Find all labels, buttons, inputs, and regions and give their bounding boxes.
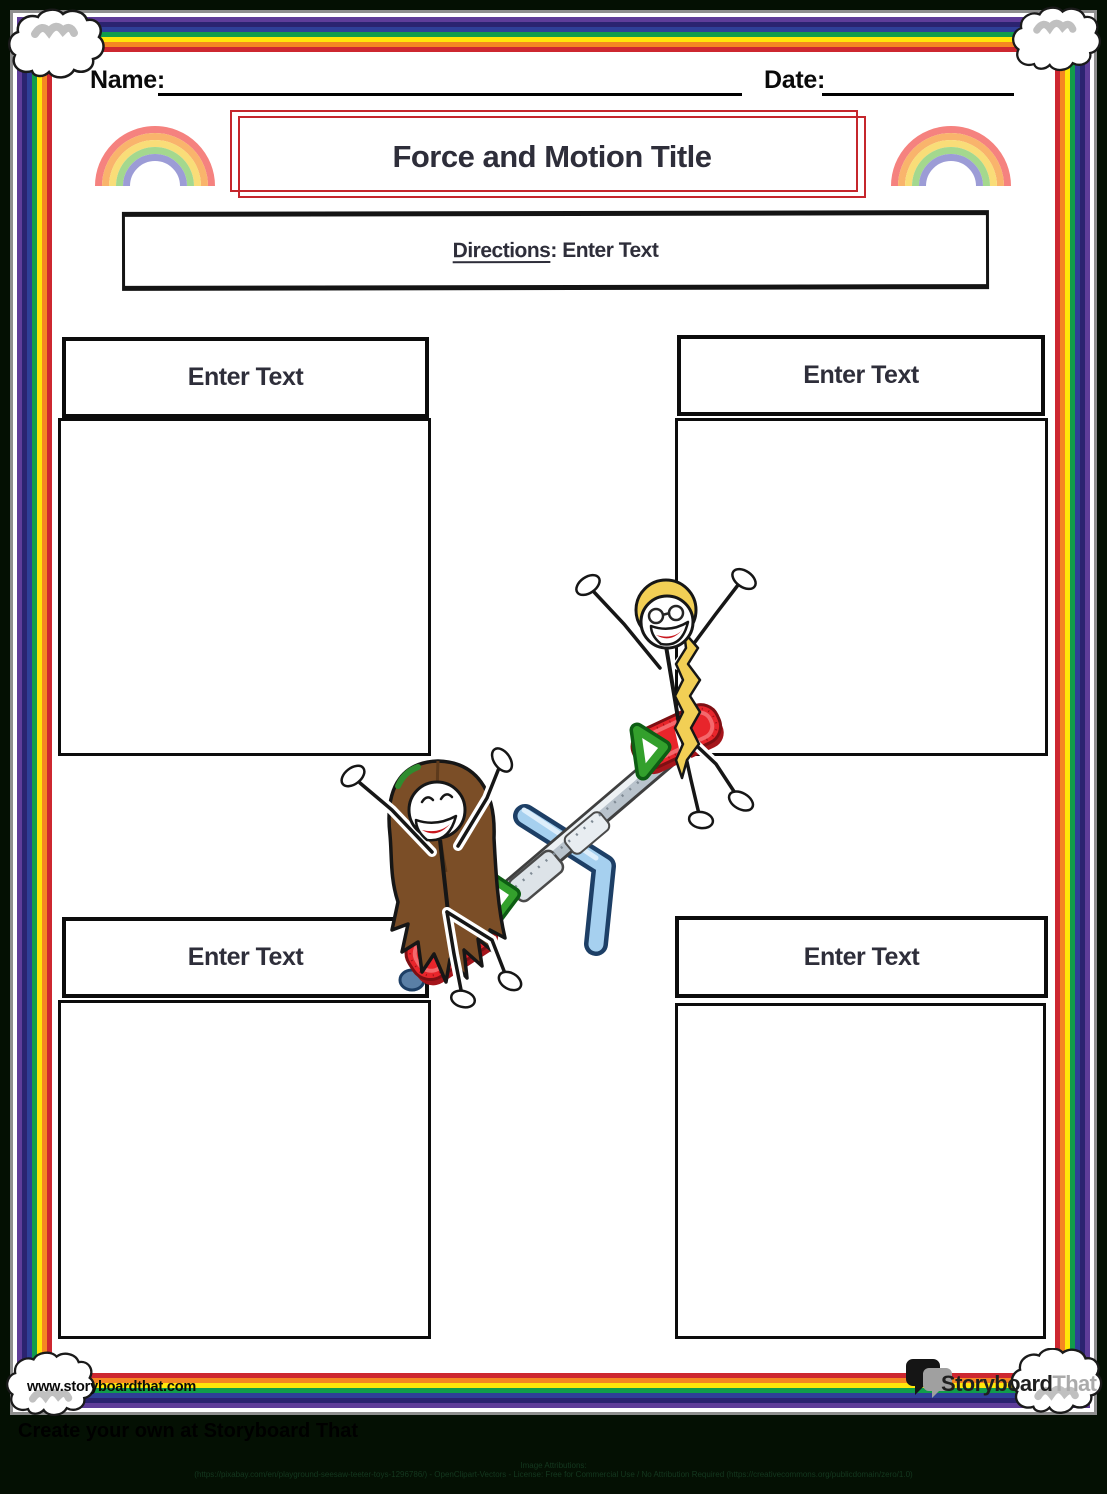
blonde-kid	[573, 565, 759, 830]
logo-part2: That	[1052, 1371, 1097, 1396]
quadrant-4-header-text: Enter Text	[803, 942, 920, 971]
attribution-heading: Image Attributions:	[520, 1461, 587, 1470]
rainbow-arch-icon	[92, 120, 218, 186]
quadrant-1-header[interactable]	[62, 337, 429, 418]
name-fill-line[interactable]	[158, 67, 742, 96]
name-label: Name:	[90, 66, 165, 94]
directions-rest: : Enter Text	[550, 238, 659, 262]
quadrant-3-body[interactable]	[58, 1000, 431, 1339]
date-fill-line[interactable]	[822, 67, 1014, 96]
directions-text	[453, 238, 659, 262]
attribution-text: (https://pixabay.com/en/playground-seesaw-teeter-toys-1296786/) - OpenClipart-Vectors - License: Free for Commercial Use / No Attribution Required (https://creativecommons.org/publicdomain/zero/1.0)	[194, 1470, 913, 1479]
quadrant-1-header-text: Enter Text	[187, 363, 304, 391]
seesaw-kids-illustration	[340, 540, 780, 1020]
logo-part1: Storyboard	[941, 1371, 1053, 1396]
title-box[interactable]	[238, 116, 866, 198]
storyboardthat-logo	[941, 1371, 1096, 1397]
cloud-icon	[8, 8, 108, 86]
directions-box[interactable]	[122, 210, 989, 291]
create-your-own-text: Create your own at Storyboard That	[18, 1420, 359, 1442]
quadrant-4-body[interactable]	[675, 1003, 1046, 1339]
rainbow-arch-icon	[888, 120, 1014, 186]
website-url: www.storyboardthat.com	[27, 1379, 197, 1395]
cloud-icon	[1012, 6, 1104, 78]
worksheet-content	[52, 52, 1055, 1373]
directions-label: Directions	[452, 238, 551, 262]
quadrant-2-header[interactable]	[677, 335, 1045, 416]
date-label: Date:	[764, 66, 826, 94]
quadrant-2-header-text: Enter Text	[803, 361, 919, 389]
quadrant-3-header-text: Enter Text	[187, 943, 304, 971]
page-title: Force and Motion Title	[392, 139, 712, 174]
